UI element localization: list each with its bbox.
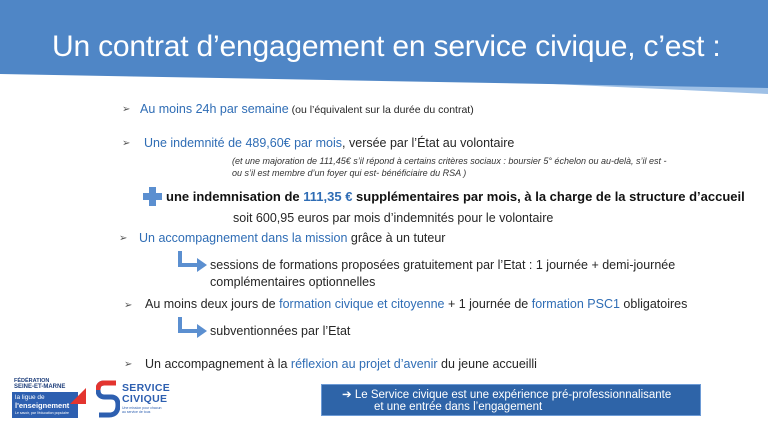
supplement-pre: une indemnisation de [166, 189, 304, 204]
days-post: obligatoires [619, 297, 688, 311]
ligue-mark-icon [70, 388, 86, 404]
item-reflection [145, 357, 537, 371]
support-rest: grâce à un tuteur [347, 231, 446, 245]
service-civique-logo: SERVICE CIVIQUE Une mission pour chacun au service de tous [96, 379, 166, 421]
item-hours [140, 102, 474, 116]
supplement-post: supplémentaires par mois, à la charge de la structure d’accueil [352, 189, 745, 204]
reflection-post: du jeune accueilli [437, 357, 537, 371]
days-civic: formation civique et citoyenne [279, 297, 445, 311]
majoration-note-line2: ou s’il est membre d’un foyer qui est- bénéficiaire du RSA ) [232, 168, 467, 178]
support-main: Un accompagnement dans la mission [139, 231, 348, 245]
item-days [145, 297, 687, 311]
bent-arrow-icon [178, 251, 208, 273]
bent-arrow-icon [178, 317, 208, 339]
training-line1: sessions de formations proposées gratuitement par l’Etat : 1 journée + demi-journée [210, 258, 676, 272]
item-indemnity-amount: Une indemnité de 489,60€ par mois [144, 136, 343, 150]
item-support [139, 231, 445, 245]
days-mid: + 1 journée de [444, 297, 532, 311]
item-supplement [166, 189, 745, 204]
supplement-amount: 111,35 € [303, 189, 353, 204]
service-civique-s-icon [96, 379, 120, 419]
bullet-icon: ➢ [124, 300, 133, 311]
footer-line1: ➔ Le Service civique est une expérience pré-professionnalisante [342, 389, 672, 401]
bullet-icon: ➢ [122, 104, 131, 115]
footer-callout-box [321, 384, 701, 416]
days-pre: Au moins deux jours de [145, 297, 280, 311]
plus-icon [143, 187, 162, 206]
footer-line2: et une entrée dans l’engagement [374, 401, 543, 413]
ligue-enseignement-logo: FÉDÉRATION SEINE-ET-MARNE la ligue de l'enseignement Le savoir, par l'éducation populaire [12, 378, 86, 422]
days-psc1: formation PSC1 [531, 297, 620, 311]
reflection-main: réflexion au projet d’avenir [290, 357, 438, 371]
item-indemnity-rest: , versée par l’État au volontaire [342, 136, 515, 150]
slide-title: Un contrat d’engagement en service civique, c’est : [52, 30, 721, 63]
item-total: soit 600,95 euros par mois d’indemnités pour le volontaire [233, 211, 554, 225]
training-line2: complémentaires optionnelles [210, 275, 376, 289]
bullet-icon: ➢ [124, 359, 133, 370]
bullet-icon: ➢ [122, 138, 131, 149]
bullet-icon: ➢ [119, 233, 128, 244]
item-indemnity [144, 136, 514, 150]
item-hours-main: Au moins 24h par semaine [140, 102, 289, 116]
item-subsidy: subventionnées par l’Etat [210, 324, 351, 338]
item-hours-note: (ou l’équivalent sur la durée du contrat) [288, 104, 474, 116]
majoration-note-line1: (et une majoration de 111,45€ s’il répond à certains critères sociaux : boursier 5° échelon ou au-delà, s’il est - [232, 156, 667, 166]
reflection-pre: Un accompagnement à la [145, 357, 291, 371]
